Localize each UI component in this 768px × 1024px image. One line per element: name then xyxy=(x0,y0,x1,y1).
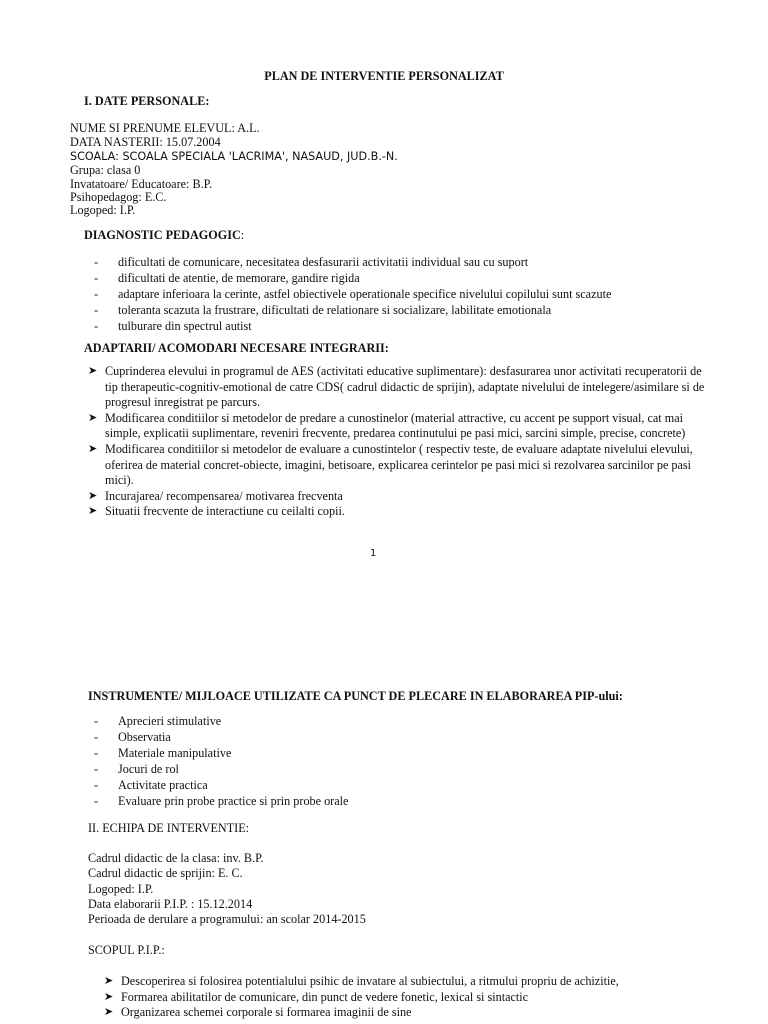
class-teacher: Cadrul didactic de la clasa: inv. B.P. xyxy=(88,851,264,865)
list-item: - Evaluare prin probe practice si prin probe orale xyxy=(94,794,349,808)
diagnostic-list xyxy=(94,254,611,334)
psychopedagogue: Psihopedagog: E.C. xyxy=(70,190,167,204)
team-speech-therapist: Logoped: I.P. xyxy=(88,882,154,896)
list-item: ➤ Cuprinderea elevului in programul de AES (activitati educative suplimentare): desfasurarea unor activitati recuperatorii de tip therapeutic-cognitiv-emotional de catre CDS( cadrul didactic de sprijin), adaptate nivelului de intelegere/asimilare si de progresul inregistrat pe parcurs. xyxy=(88,364,705,410)
list-item: - Observatia xyxy=(94,730,171,744)
program-period: Perioada de derulare a programului: an scolar 2014-2015 xyxy=(88,912,366,926)
group: Grupa: clasa 0 xyxy=(70,163,141,177)
adaptations-heading: ADAPTARII/ ACOMODARI NECESARE INTEGRARII: xyxy=(84,341,389,355)
student-name: NUME SI PRENUME ELEVUL: A.L. xyxy=(70,121,260,135)
school: SCOALA: SCOALA SPECIALA 'LACRIMA', NASAUD, JUD.B.-N. xyxy=(70,150,398,163)
dash-bullet: - xyxy=(94,287,99,301)
arrow-bullet-icon: ➤ xyxy=(88,505,98,518)
arrow-bullet-icon: ➤ xyxy=(104,975,114,987)
dash-bullet: - xyxy=(94,746,99,760)
dash-bullet: - xyxy=(94,762,99,776)
instruments-heading: INSTRUMENTE/ MIJLOACE UTILIZATE CA PUNCT DE PLECARE IN ELABORAREA PIP-ului: xyxy=(88,689,623,703)
list-item: - Jocuri de rol xyxy=(94,762,179,776)
support-teacher: Cadrul didactic de sprijin: E. C. xyxy=(88,866,243,880)
purpose-list xyxy=(104,974,744,1021)
arrow-bullet-icon: ➤ xyxy=(104,1006,114,1019)
list-item: - toleranta scazuta la frustrare, dificultati de relationare si socializare, labilitate emotionala xyxy=(94,303,552,317)
page-number: 1 xyxy=(370,548,377,559)
list-item: - dificultati de comunicare, necesitatea desfasurarii activitatii individual sau cu suport xyxy=(94,255,529,269)
list-item: - tulburare din spectrul autist xyxy=(94,319,252,333)
section-heading-personal-data: I. DATE PERSONALE: xyxy=(84,94,210,108)
elaboration-date: Data elaborarii P.I.P. : 15.12.2014 xyxy=(88,897,253,911)
arrow-bullet-icon: ➤ xyxy=(88,365,98,377)
speech-therapist: Logoped: I.P. xyxy=(70,203,136,217)
list-item: - Aprecieri stimulative xyxy=(94,714,222,728)
arrow-bullet-icon: ➤ xyxy=(88,411,98,424)
arrow-bullet-icon: ➤ xyxy=(88,489,98,502)
list-item: - dificultati de atentie, de memorare, gandire rigida xyxy=(94,271,360,285)
instruments-list xyxy=(94,713,348,809)
dash-bullet: - xyxy=(94,778,99,792)
list-item: ➤ Modificarea conditiilor si metodelor de predare a cunostinelor (material attractive, cu accent pe support visual, cat mai simple, explicatii suplimentare, reveniri frecvente, predarea continutului pe pasi mici, sarcini simple, precise, concrete) xyxy=(88,410,686,441)
dash-bullet: - xyxy=(94,730,99,744)
diagnostic-colon: : xyxy=(240,228,245,242)
list-item: ➤ Organizarea schemei corporale si formarea imaginii de sine xyxy=(104,1005,412,1020)
dash-bullet: - xyxy=(94,794,99,808)
dash-bullet: - xyxy=(94,319,99,333)
dash-bullet: - xyxy=(94,714,99,728)
purpose-heading: SCOPUL P.I.P.: xyxy=(88,943,165,957)
list-item: ➤ Formarea abilitatilor de comunicare, din punct de vedere fonetic, lexical si sintactic xyxy=(104,989,529,1004)
dash-bullet: - xyxy=(94,255,99,269)
birth-date: DATA NASTERII: 15.07.2004 xyxy=(70,135,221,149)
list-item: ➤ Incurajarea/ recompensarea/ motivarea frecventa xyxy=(88,488,343,503)
document-title: PLAN DE INTERVENTIE PERSONALIZAT xyxy=(264,69,504,83)
team-heading: II. ECHIPA DE INTERVENTIE: xyxy=(88,821,250,835)
dash-bullet: - xyxy=(94,271,99,285)
teacher: Invatatoare/ Educatoare: B.P. xyxy=(70,177,213,191)
arrow-bullet-icon: ➤ xyxy=(104,990,114,1003)
list-item: - adaptare inferioara la cerinte, astfel obiectivele operationale specifice nivelului copilului sunt scazute xyxy=(94,287,612,301)
list-item: ➤ Situatii frecvente de interactiune cu ceilalti copii. xyxy=(88,504,345,519)
diagnostic-heading: DIAGNOSTIC PEDAGOGIC xyxy=(84,228,241,242)
list-item: - Activitate practica xyxy=(94,778,208,792)
list-item: - Materiale manipulative xyxy=(94,746,232,760)
list-item: ➤ Descoperirea si folosirea potentialului psihic de invatare al subiectului, a ritmului propriu de achizitie, xyxy=(104,974,619,988)
adaptations-list xyxy=(88,364,708,520)
arrow-bullet-icon: ➤ xyxy=(88,442,98,455)
diagnostic-heading-line xyxy=(84,228,244,243)
dash-bullet: - xyxy=(94,303,99,317)
list-item: ➤ Modificarea conditiilor si metodelor de evaluare a cunostintelor ( respectiv teste, de evaluare adaptate nivelului elevului, oferirea de material concret-obiecte, imagini, betisoare, explicarea cerintelor pe pasi mici si rezolvarea sarcinilor pe pasi mici). xyxy=(88,441,693,488)
